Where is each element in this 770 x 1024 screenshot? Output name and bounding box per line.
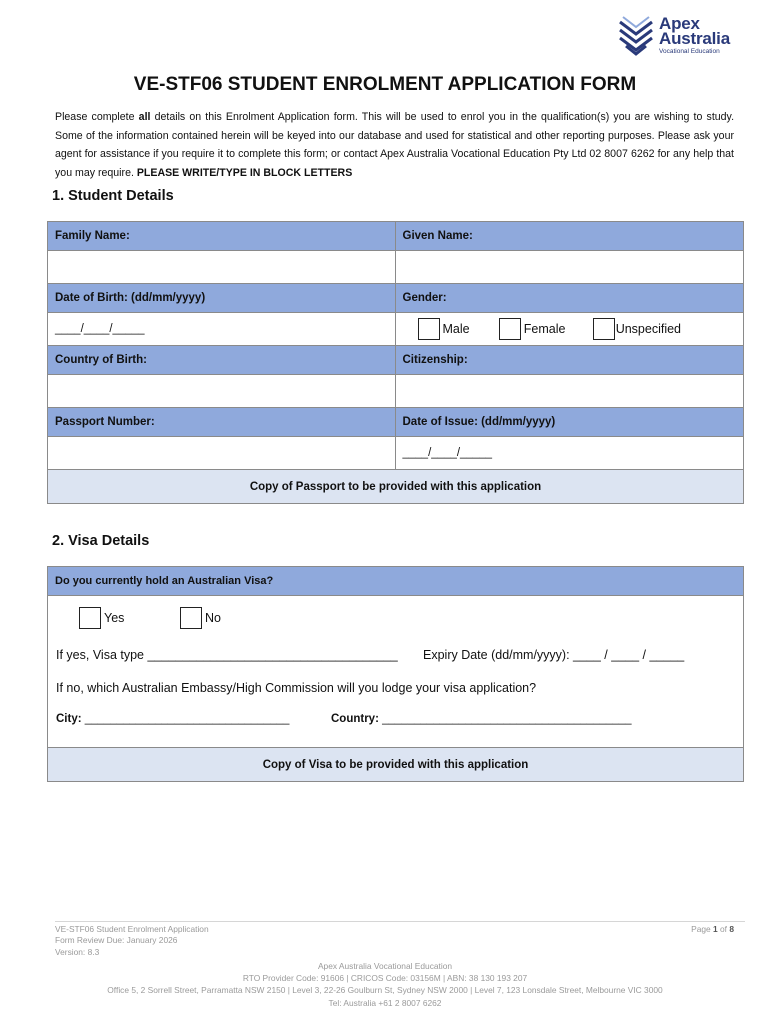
footer-tel: Tel: Australia +61 2 8007 6262 [328,997,442,1008]
visa-no-label: No [205,611,221,625]
apex-logo-mark-icon [617,14,655,58]
family-name-field[interactable] [48,251,396,284]
country-of-birth-field[interactable] [48,375,396,408]
logo-line3: Vocational Education [659,48,720,55]
visa-type-field[interactable]: If yes, Visa type ____________________________________ [56,648,398,662]
footer-address: Office 5, 2 Sorrell Street, Parramatta NSW 2150 | Level 3, 22-26 Goulburn St, Sydney NSW 2000 | Level 7, 123 Lonsdale Street, Melbourne VIC 3000 [107,985,663,996]
logo-line2: Australia [659,29,730,48]
unspecified-checkbox[interactable] [593,318,615,340]
intro-text-2: details on this Enrolment Application form. This will be used to enrol you in the qualification(s) you are wishing to study. Some of the information contained herein will be keyed into our database and used for statistical and other reporting purposes. Please ask your agent for assistance if you require it to complete this form; or contact Apex Australia Vocational Education Pty Ltd 02 8007 6262 for any help that you may require. [55,111,735,179]
visa-question-label: Do you currently hold an Australian Visa? [48,567,744,596]
visa-expiry-field[interactable]: Expiry Date (dd/mm/yyyy): ____ / ____ / _____ [423,648,685,662]
gender-label: Gender: [395,284,744,313]
gender-unspecified-option[interactable] [593,323,681,335]
passport-number-label: Passport Number: [48,408,396,437]
country-line: _______________________________________ [378,713,632,725]
form-title: VE-STF06 STUDENT ENROLMENT APPLICATION FORM [133,74,637,95]
visa-yes-option[interactable] [79,607,124,629]
section1-heading: 1. Student Details [52,188,174,204]
footer-review-due: Form Review Due: January 2026 [55,935,178,946]
footer-page-number [691,924,734,934]
intro-bold-block-letters: PLEASE WRITE/TYPE IN BLOCK LETTERS [136,166,353,179]
visa-details-body [48,596,744,748]
footer-doc-info [55,924,209,958]
footer-org-name: Apex Australia Vocational Education [317,961,453,971]
visa-no-checkbox[interactable] [180,607,202,629]
city-label: City: [56,713,82,725]
visa-details-table [47,566,744,782]
city-line: ________________________________ [81,713,290,725]
section2-heading: 2. Visa Details [52,533,150,549]
unspecified-label: Unspecified [615,322,682,336]
intro-bold-all: all [138,111,151,123]
visa-yes-label: Yes [104,611,125,625]
female-label: Female [523,322,566,336]
student-details-table [47,221,744,504]
male-label: Male [442,322,470,336]
embassy-question: If no, which Australian Embassy/High Commission will you lodge your visa application? [56,681,537,695]
footer-version: Version: 8.3 [55,946,100,957]
passport-copy-note: Copy of Passport to be provided with this application [48,470,744,504]
city-field[interactable] [56,713,289,725]
footer-divider [55,921,745,922]
given-name-label: Given Name: [395,222,744,251]
visa-no-option[interactable] [180,607,221,629]
date-of-issue-field[interactable]: ____/____/_____ [395,437,744,470]
page-of: of [717,924,730,934]
given-name-field[interactable] [395,251,744,284]
page-current: 1 [713,924,718,934]
page-total: 8 [729,924,734,934]
footer-org-info [0,960,770,1009]
page-prefix: Page [691,924,714,934]
dob-field[interactable]: ____/____/_____ [48,313,396,346]
gender-male-option[interactable] [418,323,470,335]
country-field[interactable] [331,713,632,725]
female-checkbox[interactable] [499,318,521,340]
footer-codes: RTO Provider Code: 91606 | CRICOS Code: 03156M | ABN: 38 130 193 207 [242,973,528,984]
intro-text-1: Please complete [55,111,139,123]
citizenship-field[interactable] [395,375,744,408]
dob-label: Date of Birth: (dd/mm/yyyy) [48,284,396,313]
visa-copy-note: Copy of Visa to be provided with this application [48,748,744,782]
gender-options [395,313,744,346]
apex-logo [617,14,742,58]
logo-line1: Apex [659,14,700,33]
intro-paragraph [55,108,734,182]
date-of-issue-label: Date of Issue: (dd/mm/yyyy) [395,408,744,437]
country-of-birth-label: Country of Birth: [48,346,396,375]
visa-yes-checkbox[interactable] [79,607,101,629]
passport-number-field[interactable] [48,437,396,470]
family-name-label: Family Name: [48,222,396,251]
male-checkbox[interactable] [418,318,440,340]
gender-female-option[interactable] [499,323,566,335]
country-label: Country: [331,713,379,725]
footer-doc-name: VE-STF06 Student Enrolment Application [55,924,209,934]
citizenship-label: Citizenship: [395,346,744,375]
